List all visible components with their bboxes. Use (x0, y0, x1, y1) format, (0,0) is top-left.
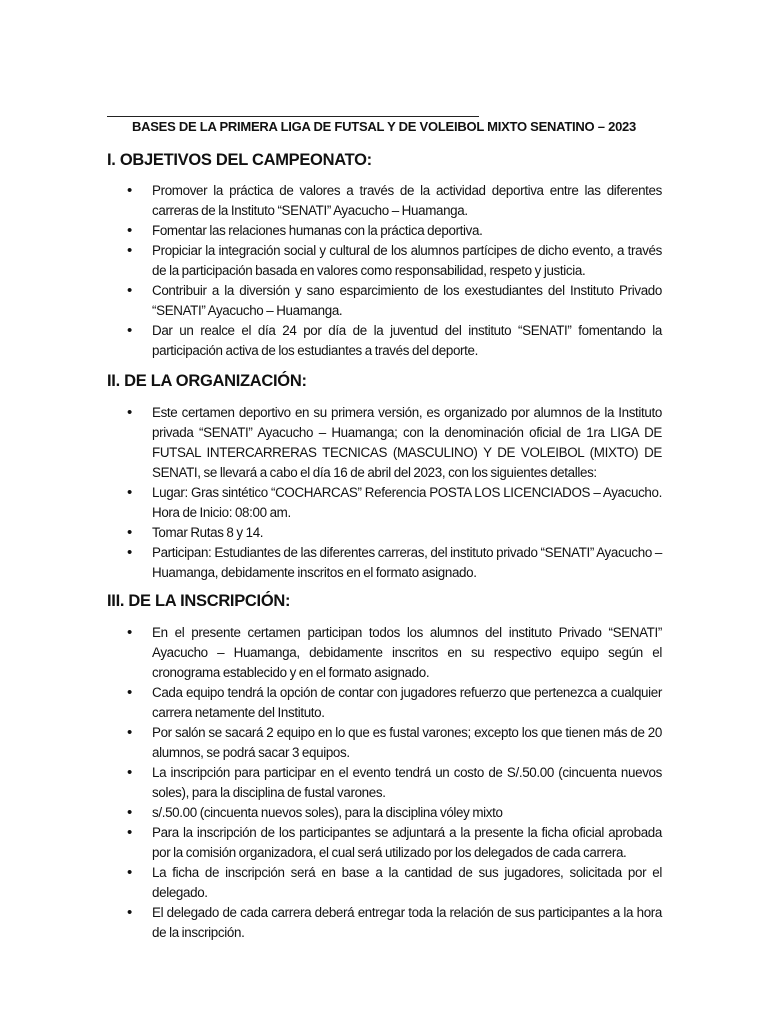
objetivos-list (107, 181, 662, 361)
list-item: • Por salón se sacará 2 equipo en lo que es fustal varones; excepto los que tienen más de 20 alumnos, se podrá sacar 3 equipos. (107, 723, 662, 763)
document-title: BASES DE LA PRIMERA LIGA DE FUTSAL Y DE VOLEIBOL MIXTO SENATINO – 2023 (131, 119, 637, 134)
list-item: • Cada equipo tendrá la opción de contar con jugadores refuerzo que pertenezca a cualquier carrera netamente del Instituto. (107, 683, 662, 723)
section-heading-objetivos: I. OBJETIVOS DEL CAMPEONATO: (107, 151, 372, 169)
list-item: • Lugar: Gras sintético “COCHARCAS” Referencia POSTA LOS LICENCIADOS – Ayacucho. Hora de Inicio: 08:00 am. (107, 483, 662, 523)
section-heading-organizacion: II. DE LA ORGANIZACIÓN: (107, 372, 307, 390)
list-item: • Este certamen deportivo en su primera versión, es organizado por alumnos de la Instituto privada “SENATI” Ayacucho – Huamanga; con la denominación oficial de 1ra LIGA DE FUTSAL INTERCARRERAS TECNICAS (MASCULINO) Y DE VOLEIBOL (MIXTO) DE SENATI, se llevará a cabo el día 16 de abril del 2023, con los siguientes detalles: (107, 403, 662, 483)
list-item: • En el presente certamen participan todos los alumnos del instituto Privado “SENATI” Ayacucho – Huamanga, debidamente inscritos en su respectivo equipo según el cronograma establecido y en el formato asignado. (107, 623, 662, 683)
list-item: • Dar un realce el día 24 por día de la juventud del instituto “SENATI” fomentando la participación activa de los estudiantes a través del deporte. (107, 321, 662, 361)
list-item: • Para la inscripción de los participantes se adjuntará a la presente la ficha oficial aprobada por la comisión organizadora, el cual será utilizado por los delegados de cada carrera. (107, 823, 662, 863)
list-item: • Fomentar las relaciones humanas con la práctica deportiva. (107, 221, 662, 241)
list-item: • La inscripción para participar en el evento tendrá un costo de S/.50.00 (cincuenta nuevos soles), para la disciplina de fustal varones. (107, 763, 662, 803)
list-item: • Contribuir a la diversión y sano esparcimiento de los exestudiantes del Instituto Privado “SENATI” Ayacucho – Huamanga. (107, 281, 662, 321)
list-item: • Participan: Estudiantes de las diferentes carreras, del instituto privado “SENATI” Ayacucho – Huamanga, debidamente inscritos en el formato asignado. (107, 543, 662, 583)
organizacion-list (107, 403, 662, 583)
list-item: • El delegado de cada carrera deberá entregar toda la relación de sus participantes a la hora de la inscripción. (107, 903, 662, 943)
list-item: • Propiciar la integración social y cultural de los alumnos partícipes de dicho evento, a través de la participación basada en valores como responsabilidad, respeto y justicia. (107, 241, 662, 281)
inscripcion-list (107, 623, 662, 943)
list-item: • s/.50.00 (cincuenta nuevos soles), para la disciplina vóley mixto (107, 803, 662, 823)
list-item: • La ficha de inscripción será en base a la cantidad de sus jugadores, solicitada por el delegado. (107, 863, 662, 903)
list-item: • Tomar Rutas 8 y 14. (107, 523, 662, 543)
header-rule (107, 116, 479, 117)
section-heading-inscripcion: III. DE LA INSCRIPCIÓN: (107, 592, 291, 610)
list-item: • Promover la práctica de valores a través de la actividad deportiva entre las diferentes carreras de la Instituto “SENATI” Ayacucho – Huamanga. (107, 181, 662, 221)
